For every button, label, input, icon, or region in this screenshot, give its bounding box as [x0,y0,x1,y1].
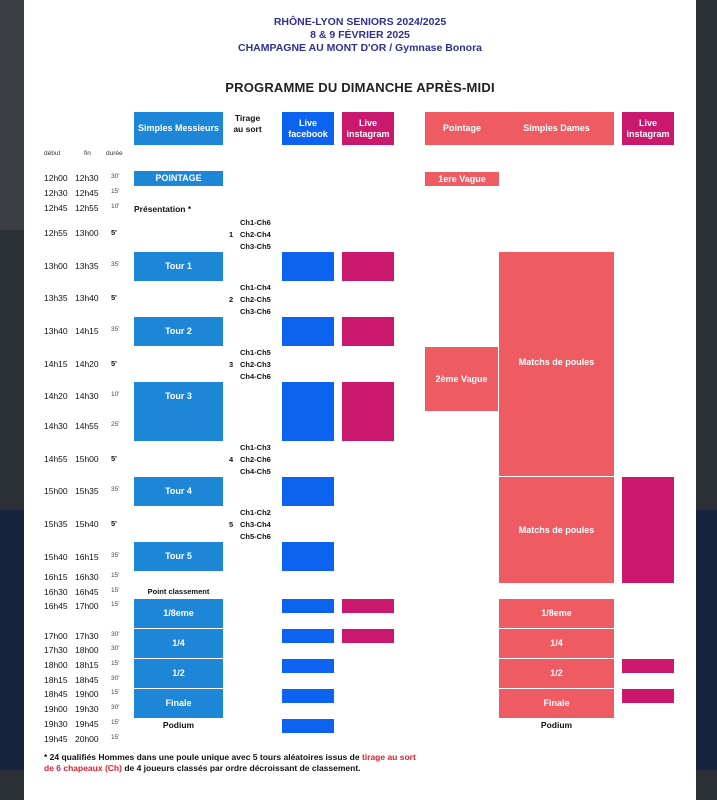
instagram-live-dames-finale [622,689,674,703]
row-end-time: 18h45 [75,675,99,685]
header-tirage: Tirage au sort [233,113,262,134]
event-venue: CHAMPAGNE AU MONT D'OR / Gymnase Bonora [237,42,483,54]
row-duration: 15' [111,660,120,667]
row-start-time: 19h00 [44,704,68,714]
messieurs-tour-2: Tour 2 [134,317,223,346]
messieurs-tour-1: Tour 1 [134,252,223,281]
row-end-time: 17h00 [75,601,99,611]
row-start-time: 16h15 [44,572,68,582]
row-duration: 15' [111,734,120,741]
row-duration: 15' [111,572,120,579]
tirage-2-line-2: Ch2-Ch5 [240,295,271,304]
tirage-3-line-1: Ch1-Ch5 [240,348,271,357]
tirage-1-number: 1 [229,230,234,239]
schedule-page [24,0,696,800]
row-start-time: 18h15 [44,675,68,685]
row-duration: 15' [111,587,120,594]
footnote-part-2: de 4 joueurs classés par ordre décroissant de classement. [124,763,361,773]
dames-huitieme: 1/8eme [499,599,614,628]
row-end-time: 14h20 [75,359,99,369]
row-start-time: 17h30 [44,645,68,655]
facebook-live-tour-4 [282,477,334,506]
row-duration: 15' [111,601,120,608]
row-duration: 15' [111,188,120,195]
row-end-time: 18h15 [75,660,99,670]
tirage-4-line-2: Ch2-Ch6 [240,455,271,464]
row-end-time: 12h45 [75,188,99,198]
tirage-1-line-2: Ch2-Ch4 [240,230,271,239]
tirage-3-line-2: Ch2-Ch3 [240,360,271,369]
row-end-time: 16h45 [75,587,99,597]
dames-demi: 1/2 [499,659,614,688]
header-live-instagram-dames: Live instagram [622,112,674,145]
row-duration: 30' [111,675,120,682]
row-duration: 35' [111,326,120,333]
row-end-time: 19h45 [75,719,99,729]
instagram-live-dames-poules [622,477,674,583]
row-start-time: 12h45 [44,203,68,213]
row-end-time: 14h15 [75,326,99,336]
messieurs-pointage: POINTAGE [134,171,223,186]
row-end-time: 19h00 [75,689,99,699]
row-end-time: 20h00 [75,734,99,744]
tirage-4-line-1: Ch1-Ch3 [240,443,271,452]
messieurs-tour-5: Tour 5 [134,542,223,571]
col-duree: durée [106,150,123,157]
row-duration: 5' [111,293,117,302]
footnote-part-1: * 24 qualifiés Hommes dans une poule unique avec 5 tours aléatoires issus de [44,752,360,762]
background-left-top [0,0,24,230]
row-end-time: 17h30 [75,631,99,641]
facebook-live-quart [282,629,334,643]
facebook-live-tour-2 [282,317,334,346]
row-duration: 15' [111,689,120,696]
row-duration: 30' [111,173,120,180]
row-duration: 5' [111,519,117,528]
tirage-3-number: 3 [229,360,234,369]
dames-podium: Podium [540,720,573,730]
tirage-4-number: 4 [229,455,234,464]
facebook-live-tour-5 [282,542,334,571]
row-start-time: 17h00 [44,631,68,641]
row-end-time: 16h30 [75,572,99,582]
row-duration: 25' [111,421,120,428]
row-start-time: 18h00 [44,660,68,670]
col-debut: début [44,150,61,157]
instagram-live-tour-1 [342,252,394,281]
footnote [44,752,424,774]
header-simples-dames: Simples Dames [499,112,614,145]
row-start-time: 12h00 [44,173,68,183]
row-start-time: 13h35 [44,293,68,303]
row-end-time: 15h35 [75,486,99,496]
dames-matchs-de-poules-1: Matchs de poules [499,252,614,476]
background-left [0,510,24,770]
messieurs-demi: 1/2 [134,659,223,688]
messieurs-quart: 1/4 [134,629,223,658]
row-end-time: 13h40 [75,293,99,303]
facebook-live-huitieme [282,599,334,613]
row-start-time: 12h55 [44,228,68,238]
row-end-time: 13h35 [75,261,99,271]
row-end-time: 14h30 [75,391,99,401]
row-start-time: 14h30 [44,421,68,431]
row-duration: 15' [111,719,120,726]
row-start-time: 16h45 [44,601,68,611]
row-start-time: 14h15 [44,359,68,369]
row-duration: 35' [111,552,120,559]
row-end-time: 15h40 [75,519,99,529]
row-duration: 5' [111,454,117,463]
row-end-time: 18h00 [75,645,99,655]
messieurs-finale: Finale [134,689,223,718]
row-duration: 10' [111,391,120,398]
instagram-live-dames-demi [622,659,674,673]
tirage-1-line-1: Ch1-Ch6 [240,218,271,227]
dames-quart: 1/4 [499,629,614,658]
tirage-2-line-3: Ch3-Ch6 [240,307,271,316]
tirage-5-line-2: Ch3-Ch4 [240,520,271,529]
tirage-4-line-3: Ch4-Ch5 [240,467,271,476]
header-pointage: Pointage [425,112,499,145]
messieurs-tour-4: Tour 4 [134,477,223,506]
instagram-live-quart [342,629,394,643]
tirage-5-line-1: Ch1-Ch2 [240,508,271,517]
row-start-time: 18h45 [44,689,68,699]
dames-finale: Finale [499,689,614,718]
row-duration: 30' [111,631,120,638]
dames-deuxieme-vague: 2ème Vague [425,347,498,411]
dames-premiere-vague: 1ere Vague [425,172,499,186]
row-start-time: 15h35 [44,519,68,529]
facebook-live-tour-1 [282,252,334,281]
row-end-time: 19h30 [75,704,99,714]
background-right [696,510,717,770]
row-end-time: 15h00 [75,454,99,464]
row-start-time: 13h00 [44,261,68,271]
row-duration: 5' [111,359,117,368]
row-end-time: 12h30 [75,173,99,183]
tirage-2-line-1: Ch1-Ch4 [240,283,271,292]
row-start-time: 14h55 [44,454,68,464]
event-title: RHÔNE-LYON SENIORS 2024/2025 [273,16,447,28]
header-live-instagram: Live instagram [342,112,394,145]
messieurs-presentation: Présentation * [134,204,192,214]
header-simples-messieurs: Simples Messieurs [134,112,223,145]
facebook-live-finale [282,689,334,703]
row-duration: 30' [111,704,120,711]
tirage-1-line-3: Ch3-Ch5 [240,242,271,251]
messieurs-podium: Podium [162,720,195,730]
row-duration: 10' [111,203,120,210]
row-end-time: 12h55 [75,203,99,213]
instagram-live-tour-2 [342,317,394,346]
footnote-highlight: tirage au sort de 6 chapeaux (Ch) [44,752,416,773]
row-start-time: 15h40 [44,552,68,562]
messieurs-huitieme: 1/8eme [134,599,223,628]
facebook-live-podium [282,719,334,733]
event-dates: 8 & 9 FÉVRIER 2025 [310,29,410,41]
row-start-time: 19h45 [44,734,68,744]
row-end-time: 16h15 [75,552,99,562]
page-title: PROGRAMME DU DIMANCHE APRÈS-MIDI [225,80,495,95]
row-start-time: 12h30 [44,188,68,198]
tirage-2-number: 2 [229,295,234,304]
dames-matchs-de-poules-2: Matchs de poules [499,477,614,583]
row-end-time: 14h55 [75,421,99,431]
instagram-live-tour-3 [342,382,394,441]
instagram-live-huitieme [342,599,394,613]
row-duration: 35' [111,261,120,268]
tirage-5-line-3: Ch5-Ch6 [240,532,271,541]
row-start-time: 19h30 [44,719,68,729]
row-end-time: 13h00 [75,228,99,238]
row-start-time: 16h30 [44,587,68,597]
row-duration: 30' [111,645,120,652]
tirage-3-line-3: Ch4-Ch6 [240,372,271,381]
facebook-live-tour-3 [282,382,334,441]
facebook-live-demi [282,659,334,673]
messieurs-tour-3: Tour 3 [134,382,223,441]
row-start-time: 14h20 [44,391,68,401]
header-live-facebook: Live facebook [282,112,334,145]
row-start-time: 13h40 [44,326,68,336]
row-duration: 35' [111,486,120,493]
row-start-time: 15h00 [44,486,68,496]
tirage-5-number: 5 [229,520,234,529]
row-duration: 5' [111,228,117,237]
messieurs-point-classement: Point classement [147,587,210,596]
col-fin: fin [84,150,91,157]
